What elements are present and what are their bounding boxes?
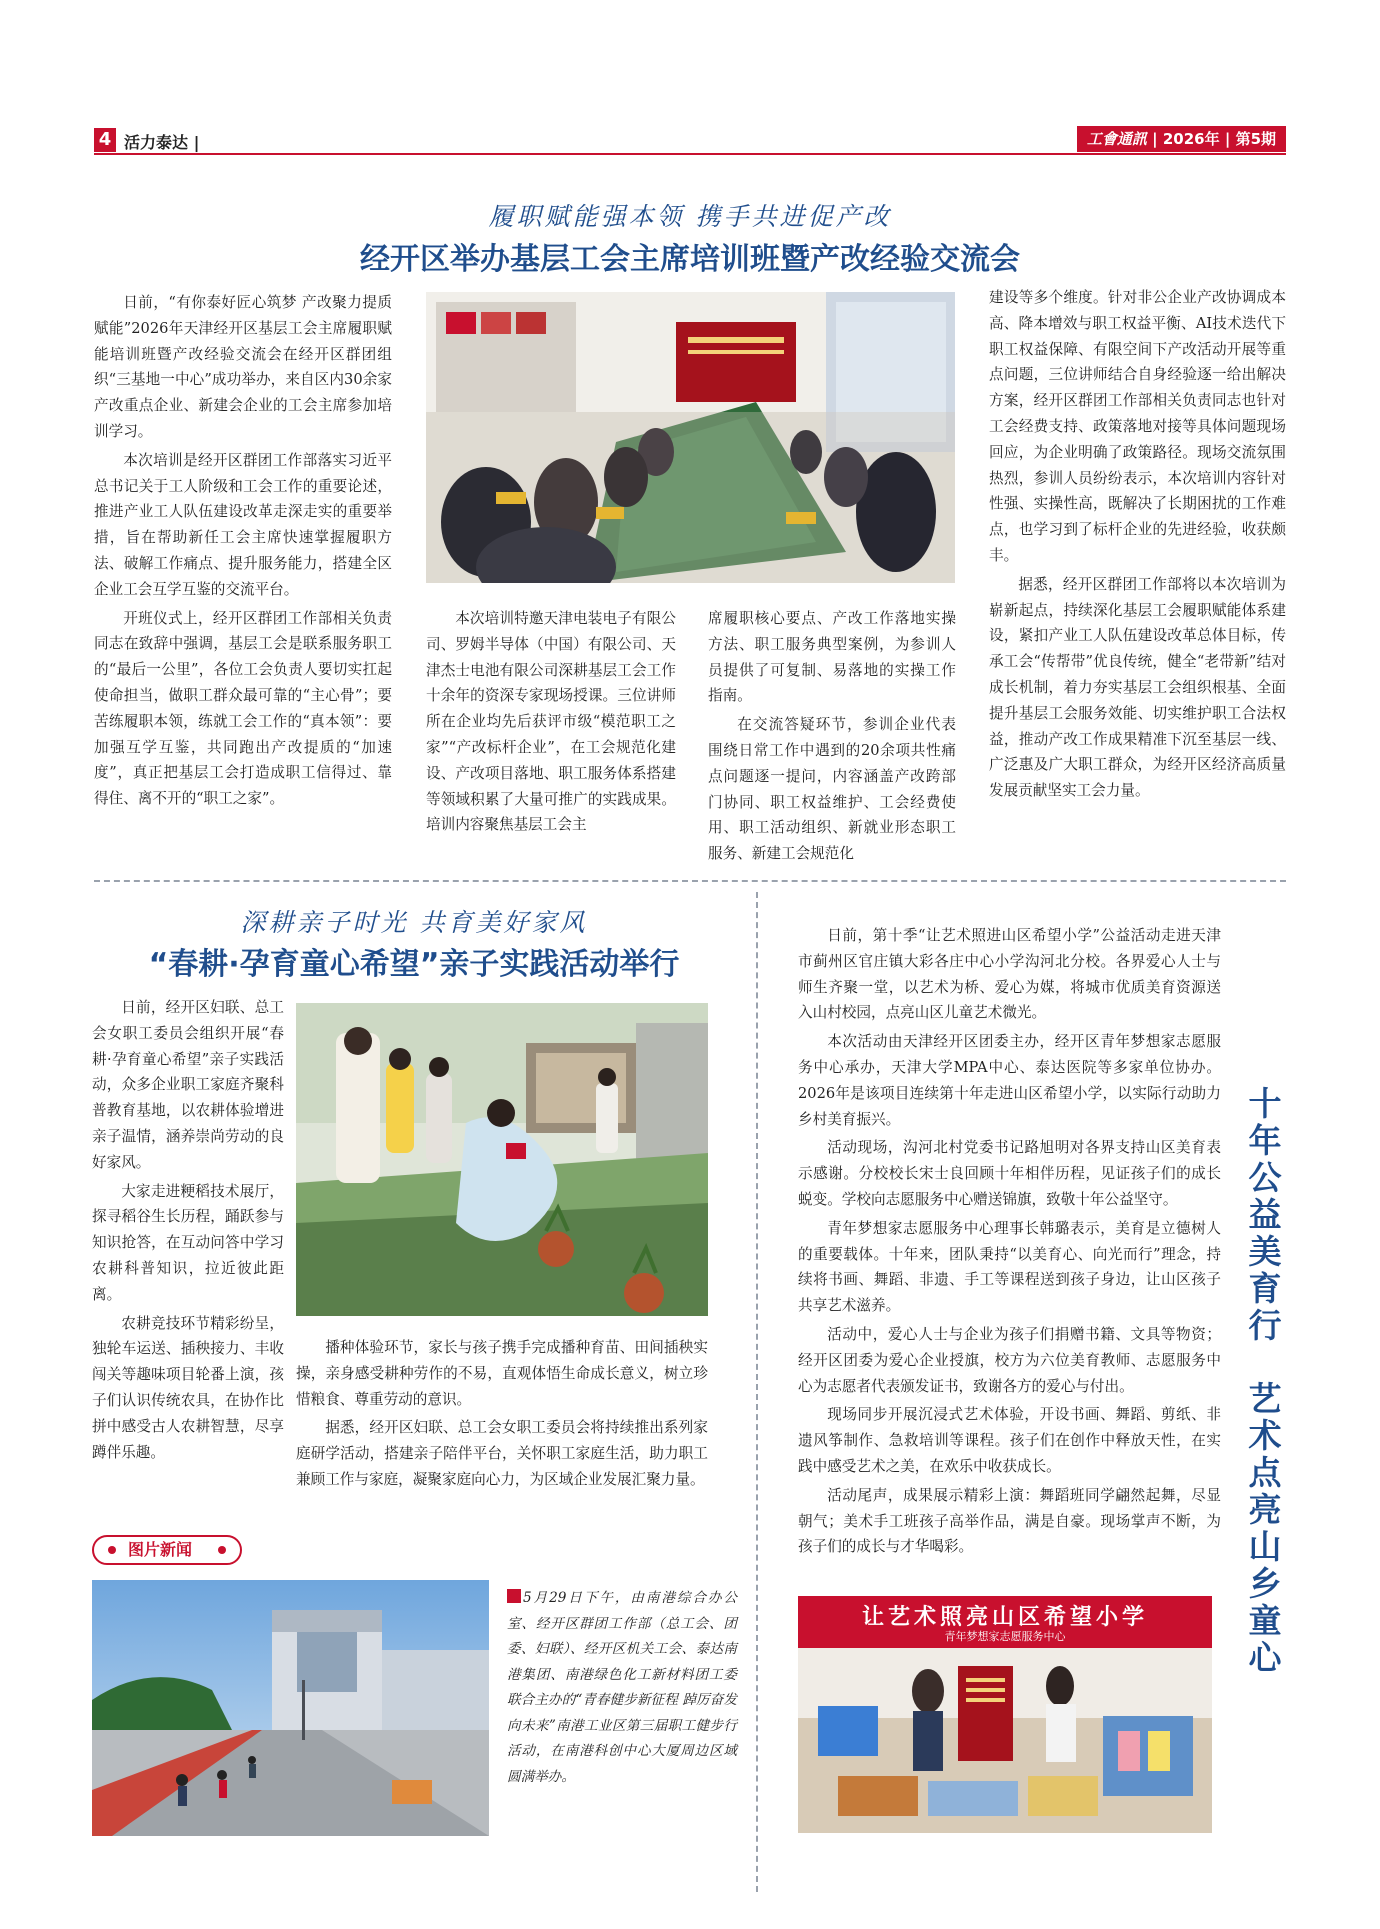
article1-title: 经开区举办基层工会主席培训班暨产改经验交流会 [360, 242, 1020, 277]
article2-subtitle: 深耕亲子时光 共育美好家风 [240, 908, 588, 937]
article1-column-1: 日前，“有你泰好匠心筑梦 产改聚力提质赋能”2026年天津经开区基层工会主席履职赋能培训班暨产改经验交流会在经开区群团组织“三基地一中心”成功举办，来自区内30余家产改重点企业、新建会企业的工会主席参加培训学习。 本次培训是经开区群团工作部落实习近平总书记关于工人阶级和工会工作的重要论述，推进产业工人队伍建设改革走深走实的重要举措，旨在帮助新任工会主席快速掌握履职方法、破解工作痛点、提升服务能力，搭建全区企业工会互学互鉴的交流平台。 开班仪式上，经开区群团工作部相关负责同志在致辞中强调，基层工会是联系服务职工的“最后一公里”，各位工会负责人要切实扛起使命担当，做职工群众最可靠的“主心骨”；要苦练履职本领，练就工会工作的“真本领”：要加强互学互鉴，共同跑出产改提质的“加速度”，真正把基层工会打造成职工信得过、靠得住、离不开的“职工之家”。 [94, 294, 392, 808]
article1-column-4: 建设等多个维度。针对非公企业产改协调成本高、降本增效与职工权益平衡、AI技术迭代下职工权益保障、有限空间下产改活动开展等重点问题，三位讲师结合自身经验逐一给出解决方案，经开区群团工作部相关负责同志也针对工会经费支持、政策落地对接等具体问题现场回应，为企业明确了政策路径。现场交流氛围热烈，参训人员纷纷表示，本次培训内容针对性强、实操性高，既解决了长期困扰的工作难点，也学习到了标杆企业的先进经验，收获颇丰。 据悉，经开区群团工作部将以本次培训为崭新起点，持续深化基层工会履职赋能体系建设，紧扣产业工人队伍建设改革总体目标，传承工会“传帮带”优良传统，健全“老带新”结对成长机制，着力夯实基层工会组织根基、全面提升基层工会服务效能、切实维护职工合法权益，推动产改工作成果精准下沉至基层一线、广泛惠及广大职工群众，为经开区经济高质量发展贡献坚实工会力量。 [989, 289, 1286, 800]
label-dot-icon [108, 1546, 116, 1554]
caption-marker-icon [507, 1589, 521, 1603]
article1-column-3: 席履职核心要点、产改工作落地实操方法、职工服务典型案例，为参训人员提供了可复制、易落地的实操工作指南。 在交流答疑环节，参训企业代表围绕日常工作中遇到的20余项共性痛点问题逐一提问，内容涵盖产改跨部门协同、职工权益维护、工会经费使用、职工活动组织、新就业形态职工服务、新建工会规范化 [708, 610, 956, 863]
walking-event-photo [92, 1580, 489, 1836]
article1-column-2: 本次培训特邀天津电装电子有限公司、罗姆半导体（中国）有限公司、天津杰士电池有限公司深耕基层工会工作十余年的资深专家现场授课。三位讲师所在企业均先后获评市级“模范职工之家”“产改标杆企业”，在工会规范化建设、产改项目落地、职工服务体系搭建等领域积累了大量可推广的实践成果。培训内容聚焦基层工会主 [426, 610, 676, 834]
school-banner-text: 让艺术照亮山区希望小学 [861, 1605, 1148, 1630]
school-banner-subtext: 青年梦想家志愿服务中心 [944, 1630, 1066, 1643]
vertical-title-part-2: 艺 术 点 亮 山 乡 童 心 [1248, 1379, 1282, 1677]
masthead-logo: 工會通訊 [1086, 130, 1147, 148]
section-separator: | [193, 133, 200, 152]
photo-news-caption: 5月29日下午，由南港综合办公室、经开区群团工作部（总工会、团委、妇联）、经开区机关工会、泰达南港集团、南港绿色化工新材料团工委联合主办的“青春健步新征程 踔厉奋发向未来”南港工业区第三届职工健步行活动，在南港科创中心大厦周边区域圆满举办。 [507, 1590, 737, 1785]
article3-body: 日前，第十季“让艺术照进山区希望小学”公益活动走进天津市蓟州区官庄镇大彩各庄中心小学沟河北分校。各界爱心人士与师生齐聚一堂，以艺术为桥、爱心为媒，将城市优质美育资源送入山村校园，点亮山区儿童艺术微光。 本次活动由天津经开区团委主办，经开区青年梦想家志愿服务中心承办，天津大学MPA中心、泰达医院等多家单位协办。2026年是该项目连续第十年走进山区希望小学，以实际行动助力乡村美育振兴。 活动现场，沟河北村党委书记路旭明对各界支持山区美育表示感谢。分校校长宋士良回顾十年相伴历程，见证孩子们的成长蜕变。学校向志愿服务中心赠送锦旗，致敬十年公益坚守。 青年梦想家志愿服务中心理事长韩璐表示，美育是立德树人的重要载体。十年来，团队秉持“以美育心、向光而行”理念，持续将书画、舞蹈、非遗、手工等课程送到孩子身边，让山区孩子共享艺术滋养。 活动中，爱心人士与企业为孩子们捐赠书籍、文具等物资；经开区团委为爱心企业授旗，校方为六位美育教师、志愿服务中心为志愿者代表颁发证书，致谢各方的爱心与付出。 现场同步开展沉浸式艺术体验，开设书画、舞蹈、剪纸、非遗风筝制作、急救培训等课程。孩子们在创作中释放天性，在实践中感受艺术之美，在欢乐中收获成长。 活动尾声，成果展示精彩上演：舞蹈班同学翩然起舞，尽显朝气；美术手工班孩子高举作品，满是自豪。现场掌声不断，为孩子们的成长与才华喝彩。 [798, 927, 1221, 1556]
article2-column-2: 播种体验环节，家长与孩子携手完成播种育苗、田间插秧实操，亲身感受耕种劳作的不易，直观体悟生命成长意义，树立珍惜粮食、尊重劳动的意识。 据悉，经开区妇联、总工会女职工委员会将持续推出系列家庭研学活动，搭建亲子陪伴平台，关怀职工家庭生活，助力职工兼顾工作与家庭，凝聚家庭向心力，为区域企业发展汇聚力量。 [296, 1339, 708, 1488]
section-label: 活力泰达 [124, 133, 189, 152]
label-dot-icon [218, 1546, 226, 1554]
issue-number: 第5期 [1235, 130, 1276, 148]
meeting-photo [426, 292, 955, 583]
article1-subtitle: 履职赋能强本领 携手共进促产改 [488, 202, 892, 231]
article2-title: “春耕·孕育童心希望”亲子实践活动举行 [148, 947, 680, 982]
header-rule [94, 153, 1286, 155]
vertical-title-part-1: 十 年 公 益 美 育 行 [1248, 1084, 1282, 1345]
issue-banner: 工會通訊 | 2026年 | 第5期 [1077, 126, 1286, 152]
issue-year: 2026年 [1162, 130, 1220, 148]
section-name [124, 130, 199, 153]
school-event-photo [798, 1596, 1212, 1833]
section-divider [94, 880, 1286, 882]
article2-column-1: 日前，经开区妇联、总工会女职工委员会组织开展“春耕·孕育童心希望”亲子实践活动，众多企业职工家庭齐聚科普教育基地，以农耕体验增进亲子温情，涵养崇尚劳动的良好家风。 大家走进粳稻技术展厅，探寻稻谷生长历程，踊跃参与知识抢答，在互动问答中学习农耕科普知识，拉近彼此距离。 农耕竞技环节精彩纷呈，独轮车运送、插秧接力、丰收闯关等趣味项目轮番上演，孩子们认识传统农具，在协作比拼中感受古人农耕智慧，尽享蹲伴乐趣。 [92, 999, 284, 1461]
article3-vertical-title [1243, 1085, 1287, 1676]
column-divider [756, 892, 758, 1892]
farm-activity-photo [296, 1003, 708, 1316]
page-number: 4 [94, 128, 116, 152]
photo-news-label: 图片新闻 [92, 1535, 242, 1565]
